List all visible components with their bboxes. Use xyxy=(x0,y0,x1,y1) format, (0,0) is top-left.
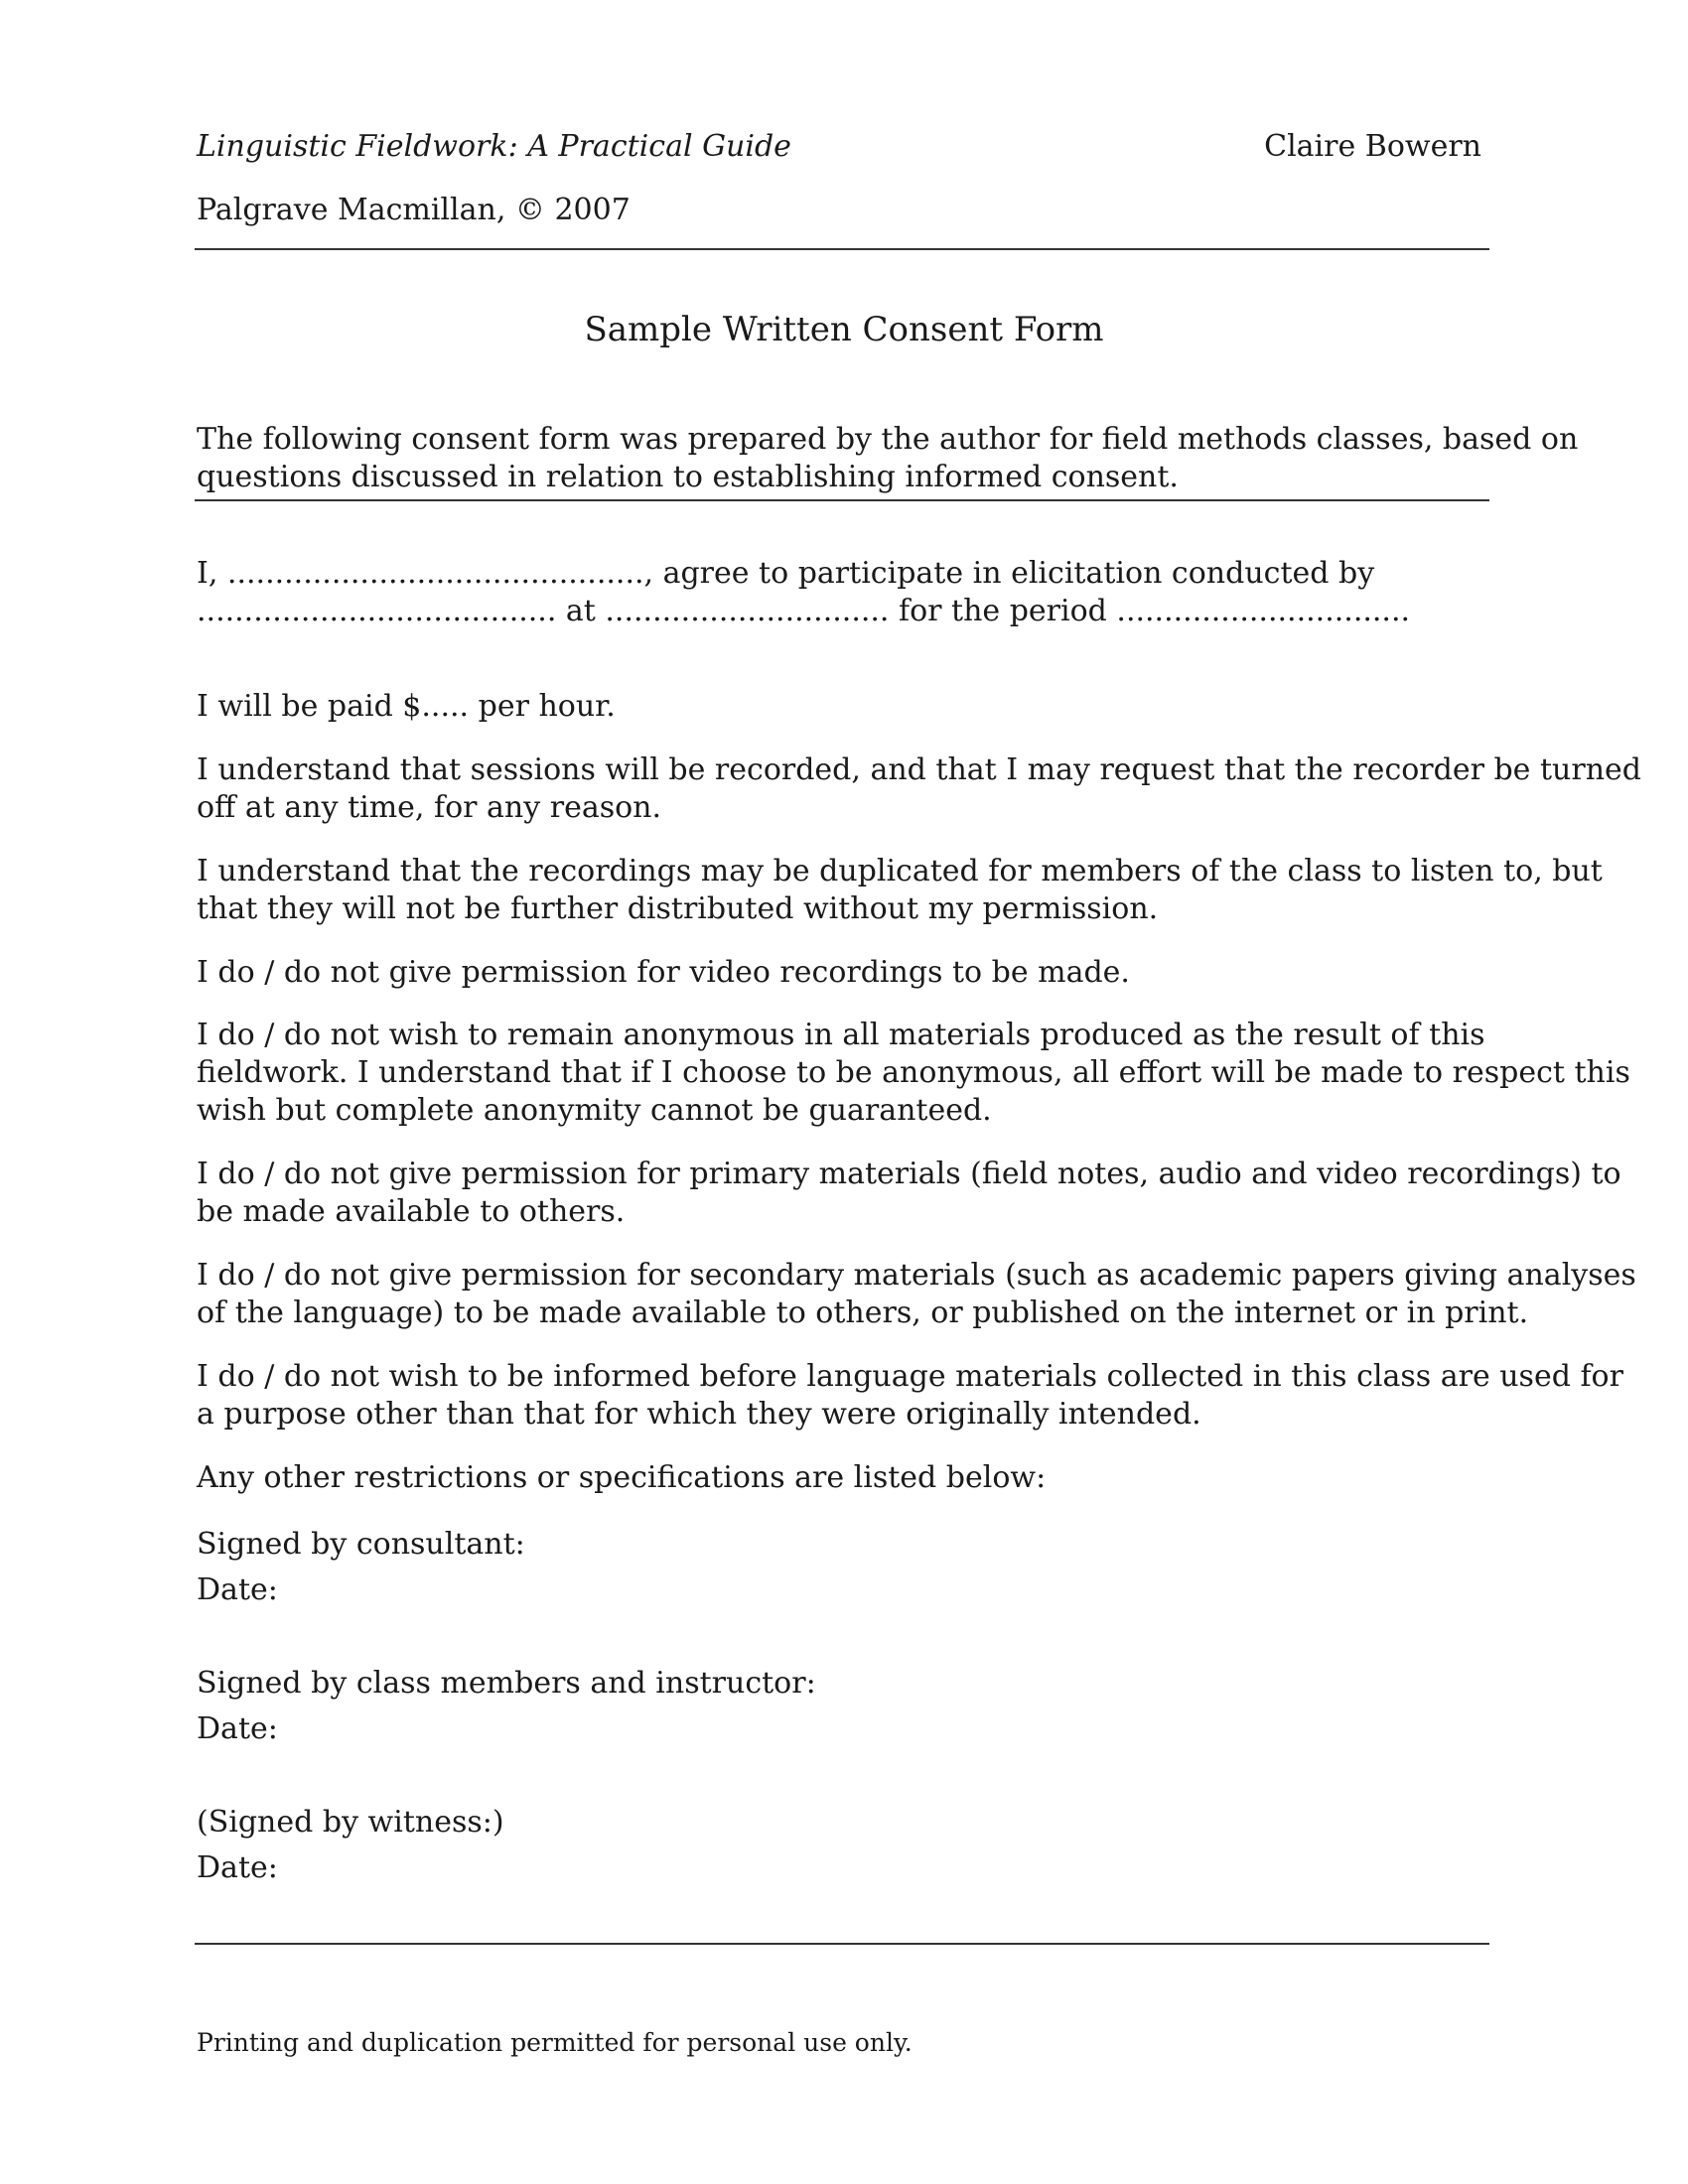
intro-line: The following consent form was prepared by the author for field methods classes, based on xyxy=(197,422,1579,457)
class-signature-block xyxy=(197,1661,1497,1752)
anonymity-line: wish but complete anonymity cannot be guaranteed. xyxy=(197,1093,992,1128)
duplication-paragraph xyxy=(197,853,1603,928)
agreement-paragraph xyxy=(197,555,1497,630)
recording-paragraph xyxy=(197,751,1641,827)
book-title: Linguistic Fieldwork: A Practical Guide xyxy=(197,129,791,164)
informed-line: a purpose other than that for which they were originally intended. xyxy=(197,1397,1201,1432)
witness-signature-block xyxy=(197,1800,1497,1891)
primary-materials-paragraph xyxy=(197,1156,1621,1231)
anonymity-paragraph xyxy=(197,1017,1630,1130)
anonymity-line: I do / do not wish to remain anonymous in all materials produced as the result of this xyxy=(197,1018,1485,1052)
class-date-label: Date: xyxy=(197,1711,278,1746)
video-line: I do / do not give permission for video recordings to be made. xyxy=(197,955,1130,990)
witness-signature-label: (Signed by witness:) xyxy=(197,1805,504,1840)
intro-line: questions discussed in relation to establishing informed consent. xyxy=(197,460,1179,494)
informed-line: I do / do not wish to be informed before language materials collected in this class are used for xyxy=(197,1359,1623,1394)
author-name: Claire Bowern xyxy=(1264,129,1481,164)
payment-paragraph xyxy=(197,688,1497,726)
agreement-line: I, ............................................, agree to participate in elicitation conducted by xyxy=(197,556,1375,591)
secondary-materials-paragraph xyxy=(197,1257,1636,1332)
anonymity-line: fieldwork. I understand that if I choose to be anonymous, all effort will be made to respect this xyxy=(197,1055,1630,1090)
footer-note: Printing and duplication permitted for personal use only. xyxy=(197,2028,913,2057)
header-divider xyxy=(195,248,1489,250)
footer-divider xyxy=(195,1943,1489,1945)
class-signature-label: Signed by class members and instructor: xyxy=(197,1666,816,1701)
restrictions-paragraph xyxy=(197,1459,1497,1497)
restrictions-line: Any other restrictions or specifications are listed below: xyxy=(197,1460,1047,1495)
publisher-line: Palgrave Macmillan, © 2007 xyxy=(197,193,631,227)
form-title: Sample Written Consent Form xyxy=(584,310,1104,349)
duplication-line: that they will not be further distributed without my permission. xyxy=(197,891,1159,926)
agreement-line: ...................................... at .............................. for the period ............................... xyxy=(197,594,1411,628)
recording-line: off at any time, for any reason. xyxy=(197,790,662,825)
recording-line: I understand that sessions will be recorded, and that I may request that the recorder be turned xyxy=(197,752,1641,787)
payment-line: I will be paid $..... per hour. xyxy=(197,689,616,724)
consultant-signature-label: Signed by consultant: xyxy=(197,1527,525,1562)
primary-line: I do / do not give permission for primary materials (field notes, audio and video recordings) to xyxy=(197,1157,1621,1191)
intro-divider xyxy=(195,499,1489,501)
duplication-line: I understand that the recordings may be duplicated for members of the class to listen to, but xyxy=(197,854,1603,888)
consultant-date-label: Date: xyxy=(197,1572,278,1607)
video-paragraph xyxy=(197,954,1497,992)
secondary-line: I do / do not give permission for secondary materials (such as academic papers giving analyses xyxy=(197,1258,1636,1293)
witness-date-label: Date: xyxy=(197,1850,278,1885)
consultant-signature-block xyxy=(197,1522,1497,1613)
informed-paragraph xyxy=(197,1358,1623,1433)
secondary-line: of the language) to be made available to others, or published on the internet or in print. xyxy=(197,1296,1529,1330)
primary-line: be made available to others. xyxy=(197,1194,626,1229)
intro-paragraph xyxy=(197,421,1579,496)
